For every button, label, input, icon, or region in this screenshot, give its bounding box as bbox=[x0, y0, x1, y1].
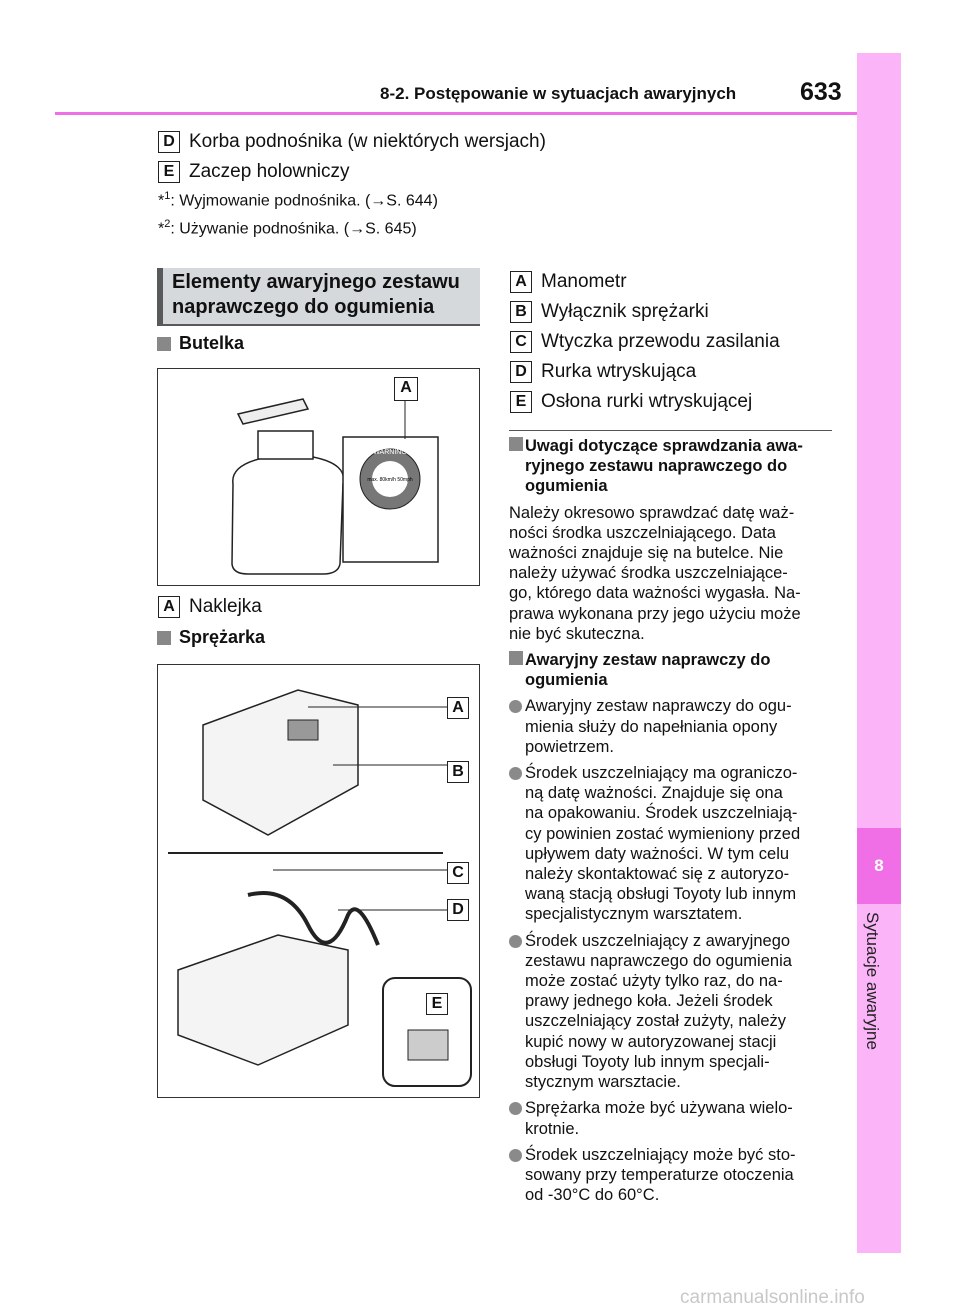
callout-a: A bbox=[394, 377, 418, 401]
footnote-text: : Wyjmowanie podnośnika. (→S. 644) bbox=[170, 192, 438, 210]
square-bullet-icon bbox=[509, 437, 523, 451]
list-item bbox=[158, 157, 546, 187]
callout-a: A bbox=[447, 697, 469, 719]
chapter-sidebar bbox=[857, 53, 901, 1253]
footnote-num: 2 bbox=[164, 218, 171, 230]
subheading-text: Sprężarka bbox=[179, 627, 266, 647]
bullet-item: Sprężarka może być używana wielo- krotnie. bbox=[509, 1098, 834, 1138]
compressor-figure bbox=[157, 664, 480, 1098]
item-text: Wyłącznik sprężarki bbox=[541, 301, 709, 322]
bottle-figure bbox=[157, 368, 480, 586]
watermark: carmanualsonline.info bbox=[680, 1287, 865, 1308]
item-text: Rurka wtryskująca bbox=[541, 361, 697, 382]
bottle-illustration bbox=[158, 369, 478, 584]
footnote bbox=[158, 218, 417, 238]
heading-text: Awaryjny zestaw naprawczy do ogumienia bbox=[525, 651, 771, 690]
callout-e: E bbox=[426, 993, 448, 1015]
key-badge: A bbox=[510, 271, 532, 293]
section-title: Elementy awaryjnego zestawu naprawczego do ogumienia bbox=[157, 268, 480, 326]
page-number: 633 bbox=[800, 78, 842, 106]
callout-d: D bbox=[447, 899, 469, 921]
list-item bbox=[158, 127, 546, 157]
item-text: Osłona rurki wtryskującej bbox=[541, 391, 753, 412]
compressor-illustration bbox=[158, 665, 478, 1095]
legend-item bbox=[158, 592, 262, 622]
footnote-text: : Używanie podnośnika. (→S. 645) bbox=[170, 220, 417, 238]
square-bullet-icon bbox=[157, 631, 171, 645]
legend-item bbox=[510, 357, 780, 387]
key-badge: D bbox=[158, 131, 180, 153]
label-speed-text: max. 80km/h 50mph bbox=[367, 477, 413, 483]
item-text: Wtyczka przewodu zasilania bbox=[541, 331, 780, 352]
square-bullet-icon bbox=[509, 651, 523, 665]
callout-b: B bbox=[447, 761, 469, 783]
item-text: Manometr bbox=[541, 271, 627, 292]
item-text: Zaczep holowniczy bbox=[189, 161, 350, 182]
bullet-item: Środek uszczelniający ma ograniczo- ną datę ważności. Znajduje się ona na opakowaniu. Środek uszczelniają- cy powinien zostać wymieniony przed upływem daty ważności. W tym celu należy skontaktować się z autoryzo- waną stacją obsługi Toyoty lub innym specjalistycznym warsztatem. bbox=[509, 763, 834, 925]
footnote-num: 1 bbox=[164, 190, 171, 202]
key-badge: C bbox=[510, 331, 532, 353]
subheading-text: Butelka bbox=[179, 333, 245, 353]
compressor-legend bbox=[510, 267, 780, 417]
section-header: 8-2. Postępowanie w sytuacjach awaryjnych bbox=[380, 84, 737, 103]
chapter-number-tab[interactable]: 8 bbox=[857, 828, 901, 904]
note-heading bbox=[509, 436, 834, 497]
square-bullet-icon bbox=[157, 337, 171, 351]
legend-item bbox=[510, 387, 780, 417]
item-text: Naklejka bbox=[189, 596, 262, 617]
key-badge: E bbox=[158, 161, 180, 183]
item-text: Korba podnośnika (w niektórych wersjach) bbox=[189, 131, 546, 152]
key-badge: B bbox=[510, 301, 532, 323]
key-badge: E bbox=[510, 391, 532, 413]
note-heading bbox=[509, 650, 834, 690]
notes-column bbox=[509, 436, 834, 1211]
key-badge: A bbox=[158, 596, 180, 618]
chapter-label: Sytuacje awaryjne bbox=[863, 912, 882, 1050]
subheading-bottle bbox=[157, 333, 244, 354]
note-paragraph: Należy okresowo sprawdzać datę waż- ności środka uszczelniającego. Data ważności znajduje się na butelce. Nie należy używać środka uszczelniające- go, którego data ważności wygasła. Na- prawa wykonana przy jego użyciu może nie być skuteczna. bbox=[509, 503, 801, 643]
heading-text: Uwagi dotyczące sprawdzania awa- ryjnego zestawu naprawczego do ogumienia bbox=[525, 437, 803, 496]
header-divider bbox=[55, 112, 857, 115]
legend-item bbox=[510, 267, 780, 297]
bullet-item: Środek uszczelniający z awaryjnego zestawu naprawczego do ogumienia może zostać użyty tylko raz, do na- prawy jednego koła. Jeżeli środek uszczelniający został zużyty, należy kupić nowy w autoryzowanej stacji obsługi Toyoty lub innym specjali- stycznym warsztacie. bbox=[509, 931, 834, 1093]
footnote-mark: * bbox=[158, 192, 165, 210]
subheading-compressor bbox=[157, 627, 265, 648]
key-badge: D bbox=[510, 361, 532, 383]
bullet-item: Środek uszczelniający może być sto- sowany przy temperaturze otoczenia od -30°C do 60°C. bbox=[509, 1145, 834, 1206]
footnote bbox=[158, 190, 438, 210]
legend-item bbox=[510, 327, 780, 357]
callout-c: C bbox=[447, 862, 469, 884]
divider bbox=[509, 430, 832, 431]
label-warning-text: WARNING bbox=[373, 449, 407, 456]
bullet-item: Awaryjny zestaw naprawczy do ogu- mienia służy do napełniania opony powietrzem. bbox=[509, 696, 834, 757]
footnote-mark: * bbox=[158, 220, 165, 238]
legend-item bbox=[510, 297, 780, 327]
top-list bbox=[158, 127, 546, 187]
